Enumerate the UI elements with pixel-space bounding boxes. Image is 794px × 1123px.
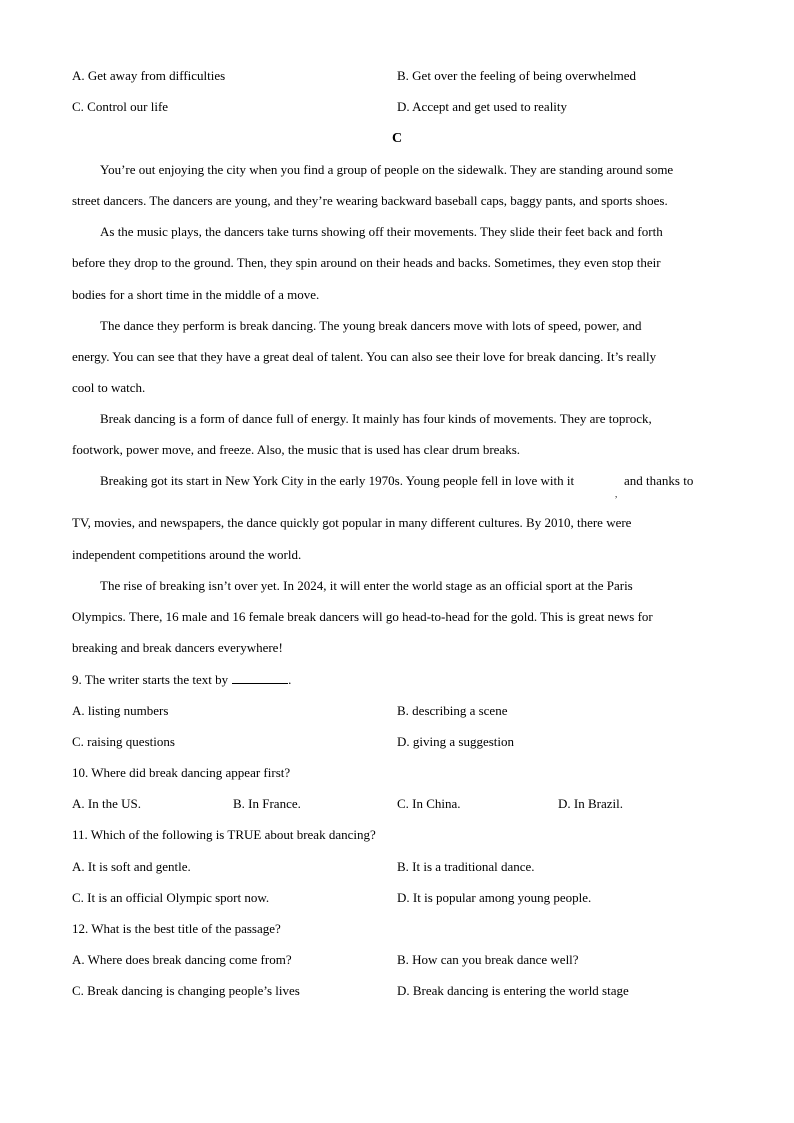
passage-line: street dancers. The dancers are young, and they’re wearing backward baseball caps, baggy pants, and sports shoes.	[72, 193, 668, 208]
passage-line: cool to watch.	[72, 380, 146, 395]
q11-option-b: B. It is a traditional dance.	[397, 859, 535, 874]
option-a: A. Get away from difficulties	[72, 68, 226, 83]
q12-option-a: A. Where does break dancing come from?	[72, 952, 292, 967]
answer-blank	[232, 671, 288, 684]
question-stem: 9. The writer starts the text by	[72, 672, 229, 687]
question-12: 12. What is the best title of the passage?	[72, 921, 281, 936]
passage-line: Breaking got its start in New York City in the early 1970s. Young people fell in love with it	[100, 473, 575, 488]
passage-line: bodies for a short time in the middle of a move.	[72, 287, 320, 302]
question-end: .	[288, 672, 292, 687]
q10-option-a: A. In the US.	[72, 796, 141, 811]
passage-line: The rise of breaking isn’t over yet. In 2024, it will enter the world stage as an official sport at the Paris	[100, 578, 633, 593]
question-11: 11. Which of the following is TRUE about break dancing?	[72, 827, 376, 842]
passage-line: TV, movies, and newspapers, the dance quickly got popular in many different cultures. By 2010, there were	[72, 515, 632, 530]
passage-line: The dance they perform is break dancing. The young break dancers move with lots of speed, power, and	[100, 318, 642, 333]
passage-line: Olympics. There, 16 male and 16 female break dancers will go head-to-head for the gold. This is great news for	[72, 609, 653, 624]
q9-option-c: C. raising questions	[72, 734, 175, 749]
question-10: 10. Where did break dancing appear first?	[72, 765, 291, 780]
q10-option-d: D. In Brazil.	[558, 796, 623, 811]
q11-option-c: C. It is an official Olympic sport now.	[72, 890, 270, 905]
q12-option-d: D. Break dancing is entering the world stage	[397, 983, 629, 998]
passage-line: energy. You can see that they have a great deal of talent. You can also see their love for break dancing. It’s really	[72, 349, 657, 364]
q10-option-c: C. In China.	[397, 796, 461, 811]
option-b: B. Get over the feeling of being overwhelmed	[397, 68, 636, 83]
passage-line: breaking and break dancers everywhere!	[72, 640, 283, 655]
q9-option-d: D. giving a suggestion	[397, 734, 514, 749]
option-c: C. Control our life	[72, 99, 169, 114]
passage-line: As the music plays, the dancers take turns showing off their movements. They slide their feet back and forth	[100, 224, 663, 239]
passage-line: You’re out enjoying the city when you find a group of people on the sidewalk. They are standing around some	[100, 162, 674, 177]
q9-option-b: B. describing a scene	[397, 703, 508, 718]
q11-option-a: A. It is soft and gentle.	[72, 859, 191, 874]
q12-option-b: B. How can you break dance well?	[397, 952, 579, 967]
section-title: C	[391, 131, 403, 146]
stray-mark: ,	[615, 489, 618, 499]
passage-line: footwork, power move, and freeze. Also, the music that is used has clear drum breaks.	[72, 442, 521, 457]
q12-option-c: C. Break dancing is changing people’s lives	[72, 983, 300, 998]
q9-option-a: A. listing numbers	[72, 703, 169, 718]
passage-line: independent competitions around the world.	[72, 547, 302, 562]
passage-line: and thanks to	[624, 473, 694, 488]
question-9	[72, 671, 291, 688]
q11-option-d: D. It is popular among young people.	[397, 890, 592, 905]
passage-line: Break dancing is a form of dance full of energy. It mainly has four kinds of movements. They are toprock,	[100, 411, 652, 426]
option-d: D. Accept and get used to reality	[397, 99, 568, 114]
passage-line: before they drop to the ground. Then, they spin around on their heads and backs. Sometimes, they even stop their	[72, 255, 661, 270]
q10-option-b: B. In France.	[233, 796, 301, 811]
